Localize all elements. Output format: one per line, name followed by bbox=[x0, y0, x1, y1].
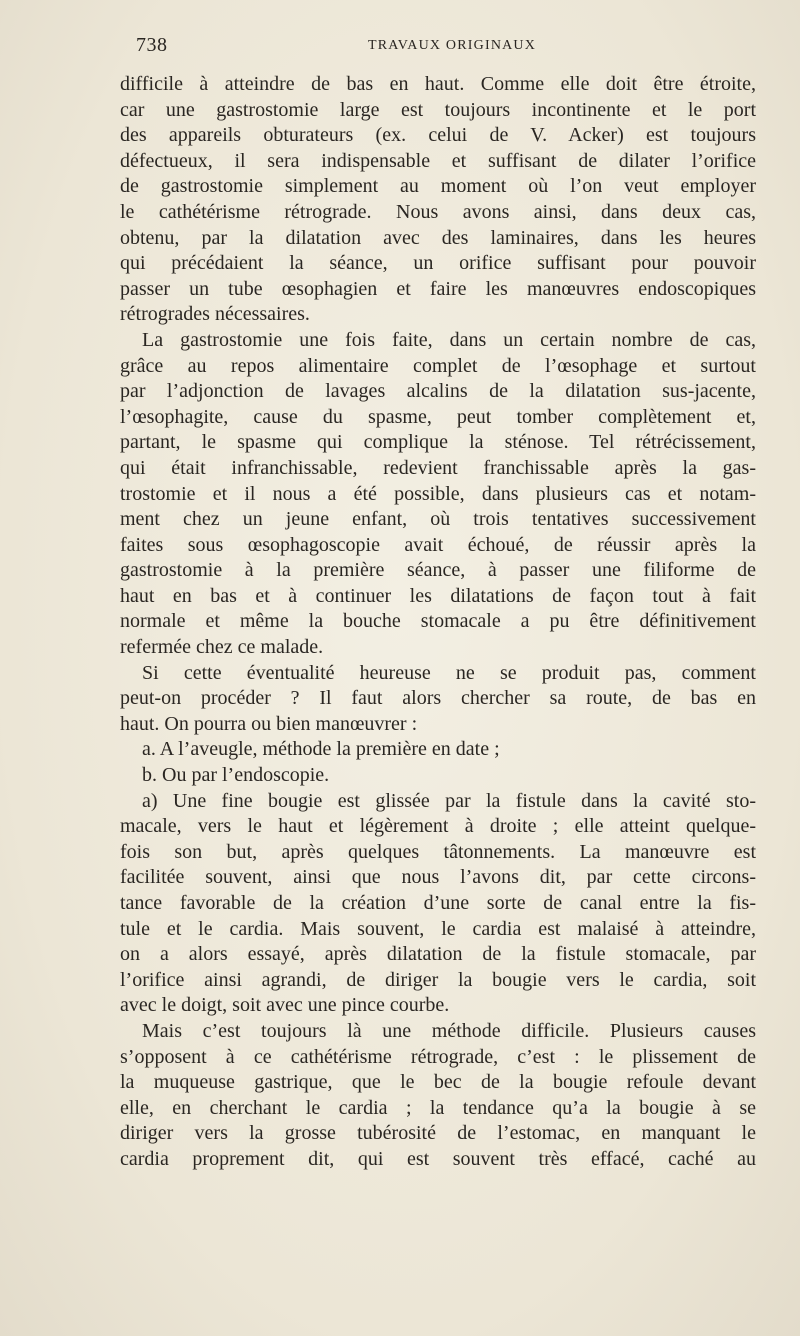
text-line: l’orifice ainsi agrandi, de diriger la bougie vers le cardia, soit bbox=[120, 968, 756, 991]
text-line: grâce au repos alimentaire complet de l’œsophage et surtout bbox=[120, 354, 756, 377]
text-line: Si cette éventualité heureuse ne se produit pas, comment bbox=[142, 661, 756, 684]
text-line: a. A l’aveugle, méthode la première en date ; bbox=[142, 738, 500, 761]
text-line: la muqueuse gastrique, que le bec de la bougie refoule devant bbox=[120, 1071, 756, 1094]
page-number: 738 bbox=[136, 34, 168, 56]
text-line: difficile à atteindre de bas en haut. Comme elle doit être étroite, bbox=[120, 73, 756, 95]
text-line: défectueux, il sera indispensable et suffisant de dilater l’orifice bbox=[120, 149, 756, 172]
page-header bbox=[136, 34, 752, 58]
body-text bbox=[120, 72, 756, 1173]
text-line: de gastrostomie simplement au moment où l’on veut employer bbox=[120, 175, 756, 198]
text-line: ment chez un jeune enfant, où trois tentatives successivement bbox=[120, 508, 756, 531]
text-line: trostomie et il nous a été possible, dans plusieurs cas et notam- bbox=[120, 482, 756, 505]
text-line: b. Ou par l’endoscopie. bbox=[142, 764, 330, 787]
text-line: obtenu, par la dilatation avec des laminaires, dans les heures bbox=[120, 226, 756, 249]
text-line: l’œsophagite, cause du spasme, peut tomber complètement et, bbox=[120, 405, 756, 428]
text-line: tance favorable de la création d’une sorte de canal entre la fis- bbox=[120, 892, 756, 914]
text-line: haut en bas et à continuer les dilatations de façon tout à fait bbox=[120, 584, 756, 607]
text-line: rétrogrades nécessaires. bbox=[120, 303, 310, 326]
text-line: facilitée souvent, ainsi que nous l’avons dit, par cette circons- bbox=[120, 866, 756, 889]
text-line: tule et le cardia. Mais souvent, le cardia est malaisé à atteindre, bbox=[120, 917, 756, 940]
running-head: TRAVAUX ORIGINAUX bbox=[368, 38, 537, 53]
text-line: avec le doigt, soit avec une pince courbe. bbox=[120, 994, 450, 1017]
text-line: par l’adjonction de lavages alcalins de la dilatation sus-jacente, bbox=[120, 380, 756, 403]
text-line: fois son but, après quelques tâtonnements. La manœuvre est bbox=[120, 840, 756, 863]
text-line: refermée chez ce malade. bbox=[120, 636, 324, 659]
text-line: passer un tube œsophagien et faire les manœuvres endoscopiques bbox=[120, 277, 756, 300]
text-line: faites sous œsophagoscopie avait échoué, de réussir après la bbox=[120, 533, 756, 556]
text-line: car une gastrostomie large est toujours incontinente et le port bbox=[120, 98, 756, 121]
text-line: normale et même la bouche stomacale a pu être définitivement bbox=[120, 610, 756, 633]
text-line: qui précédaient la séance, un orifice suffisant pour pouvoir bbox=[120, 252, 756, 275]
text-line: haut. On pourra ou bien manœuvrer : bbox=[120, 712, 418, 735]
text-line: on a alors essayé, après dilatation de la fistule stomacale, par bbox=[120, 943, 756, 966]
text-line: cardia proprement dit, qui est souvent très effacé, caché au bbox=[120, 1147, 756, 1170]
text-line: le cathétérisme rétrograde. Nous avons ainsi, dans deux cas, bbox=[120, 200, 756, 223]
text-line: s’opposent à ce cathétérisme rétrograde, c’est : le plissement de bbox=[120, 1045, 756, 1068]
text-line: qui était infranchissable, redevient franchissable après la gas- bbox=[120, 456, 756, 479]
text-line: peut-on procéder ? Il faut alors chercher sa route, de bas en bbox=[120, 687, 756, 710]
text-line: partant, le spasme qui complique la sténose. Tel rétrécissement, bbox=[120, 431, 756, 454]
text-line: diriger vers la grosse tubérosité de l’estomac, en manquant le bbox=[120, 1122, 756, 1145]
text-line: La gastrostomie une fois faite, dans un certain nombre de cas, bbox=[142, 328, 756, 351]
text-line: a) Une fine bougie est glissée par la fistule dans la cavité sto- bbox=[142, 789, 756, 812]
text-line: Mais c’est toujours là une méthode difficile. Plusieurs causes bbox=[142, 1019, 756, 1042]
text-line: des appareils obturateurs (ex. celui de V. Acker) est toujours bbox=[120, 124, 756, 147]
text-line: elle, en cherchant le cardia ; la tendance qu’a la bougie à se bbox=[120, 1096, 756, 1119]
text-line: gastrostomie à la première séance, à passer une filiforme de bbox=[120, 559, 756, 582]
text-line: macale, vers le haut et légèrement à droite ; elle atteint quelque- bbox=[120, 815, 756, 838]
